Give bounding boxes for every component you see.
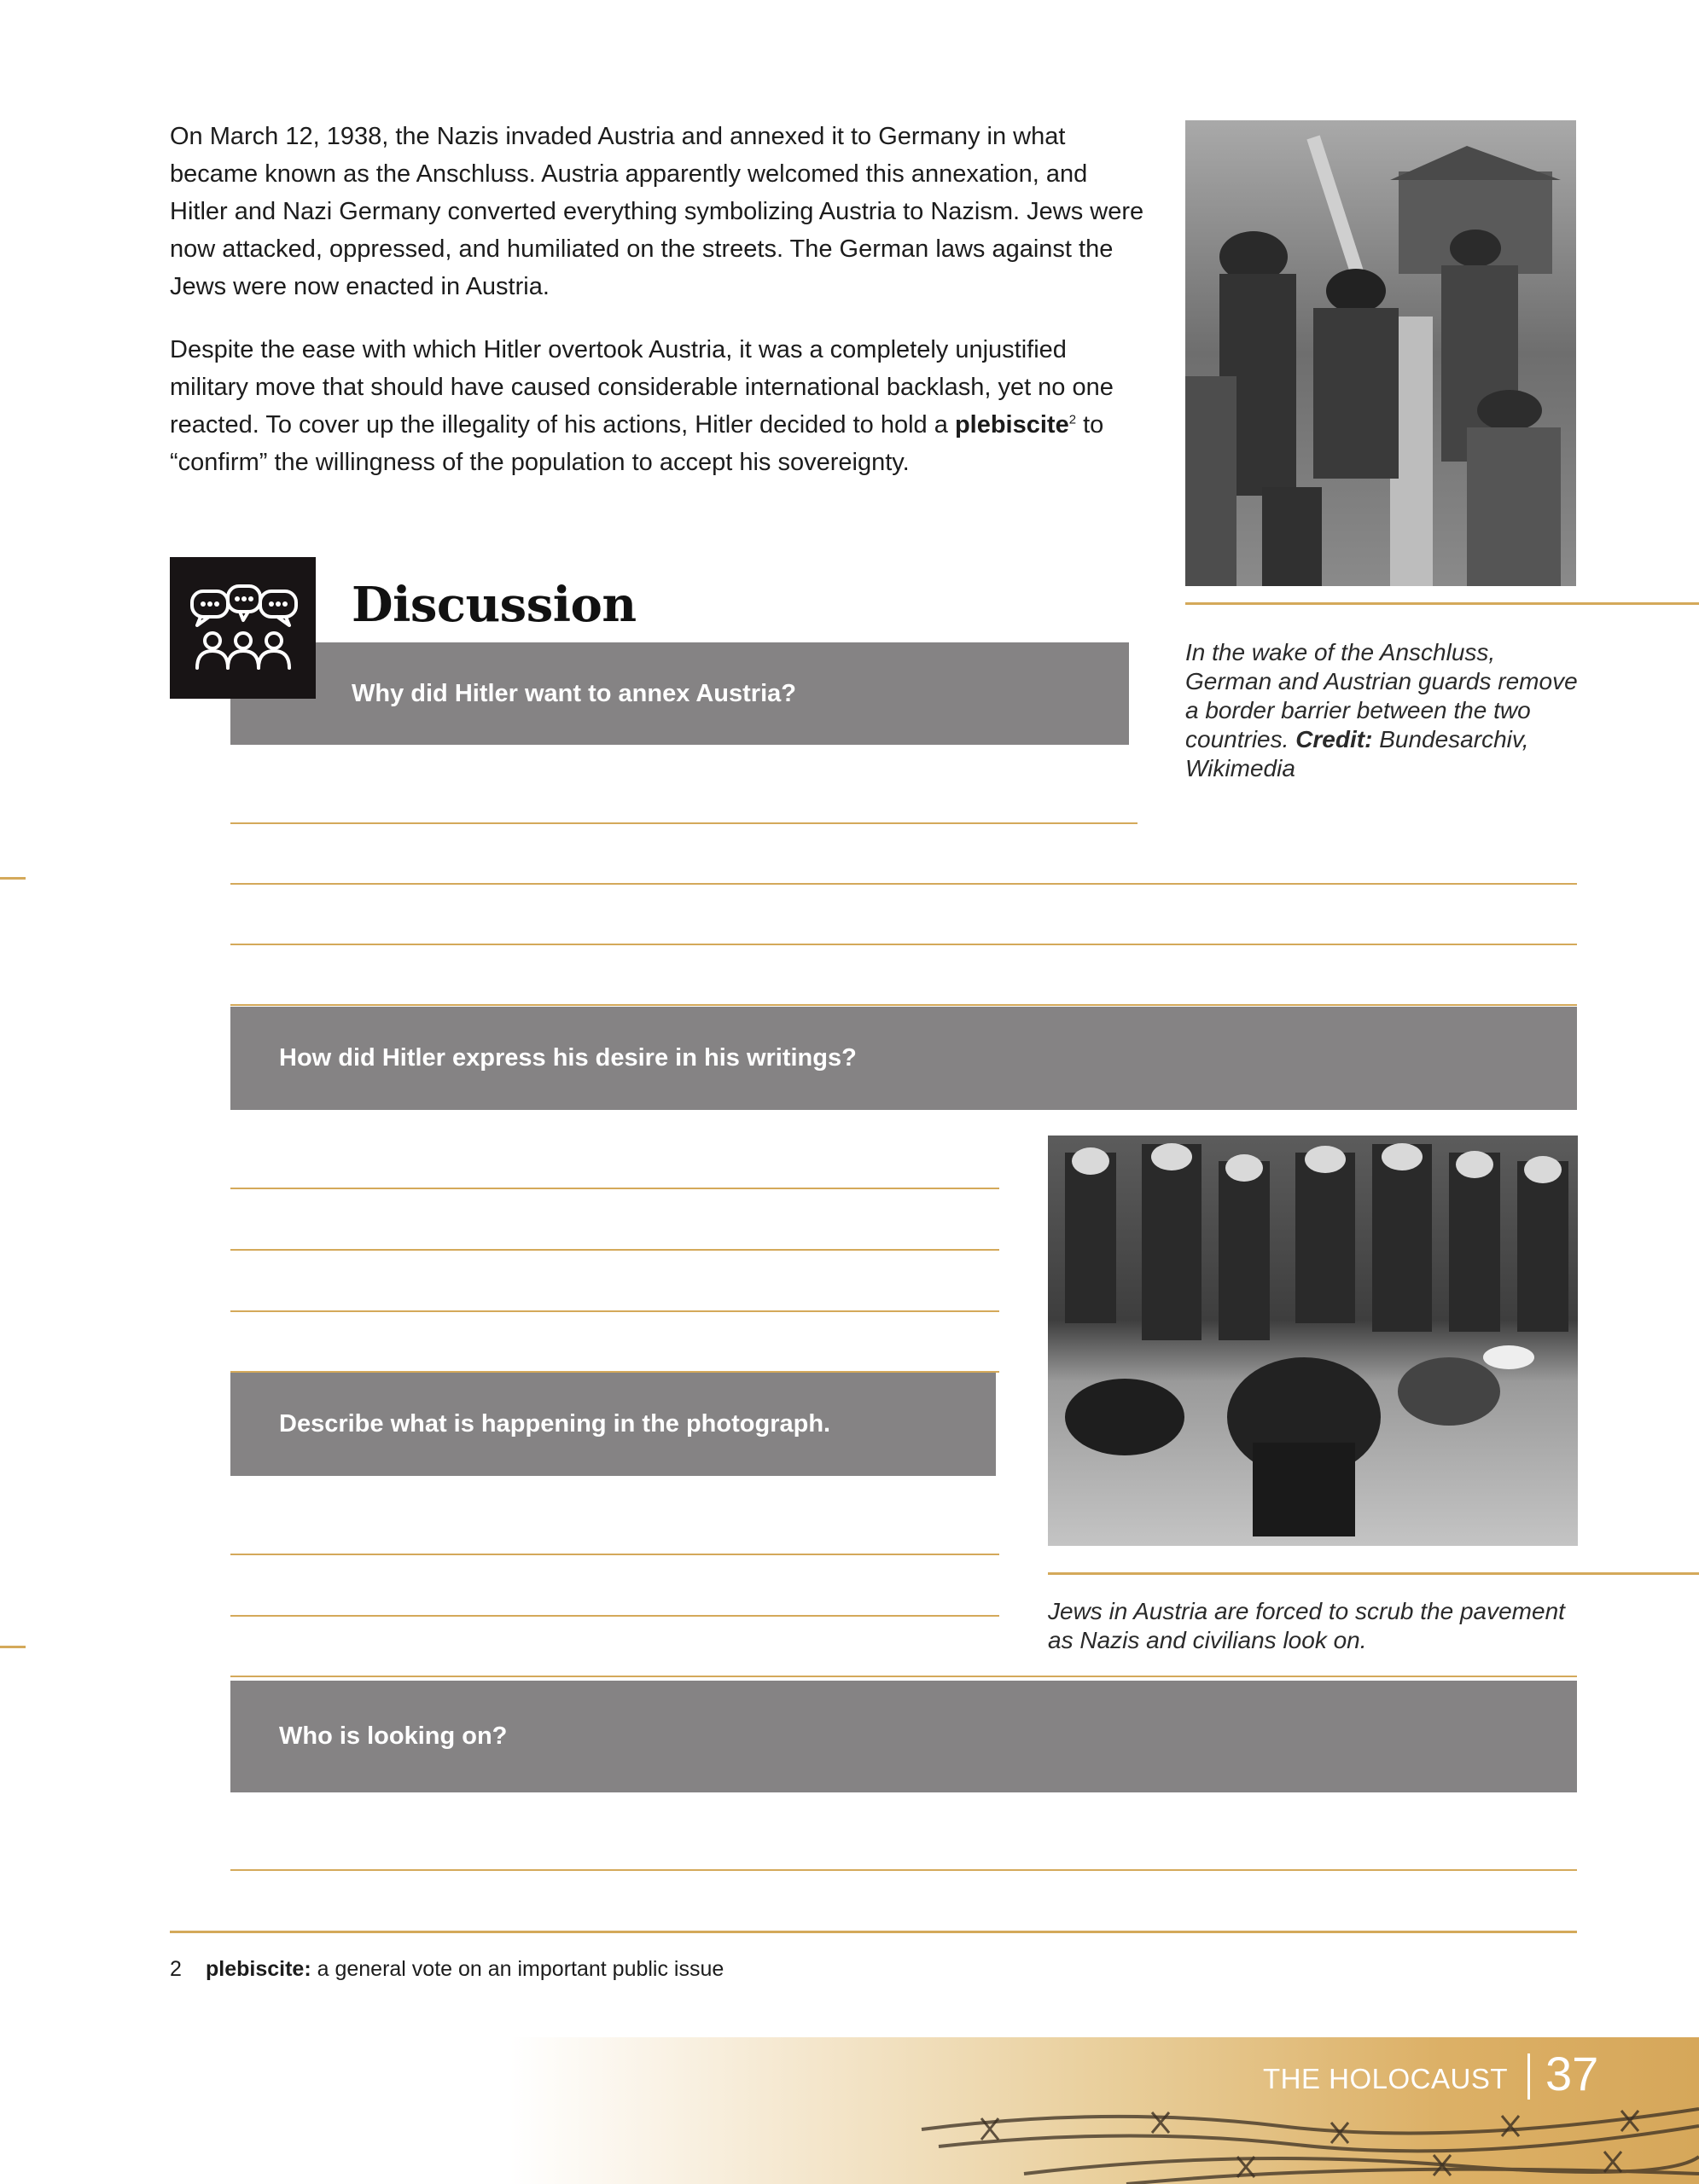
page-number: 37 <box>1545 2047 1599 2100</box>
glossary-term-plebiscite: plebiscite <box>954 411 1069 439</box>
photo2-caption-rule <box>1048 1572 1699 1575</box>
answer-line <box>230 1676 1577 1677</box>
barbed-wire-graphic <box>0 2037 1699 2184</box>
question-4-bar <box>230 1681 1577 1792</box>
photo1-credit: Bundesarchiv, Wikimedia <box>1185 726 1529 781</box>
footnote-definition: a general vote on an important public issue <box>311 1957 724 1981</box>
answer-line <box>230 1249 999 1251</box>
footer-band <box>0 2037 1699 2184</box>
edge-tick-mark <box>0 877 26 880</box>
footer-book-title: THE HOLOCAUST <box>1262 2063 1508 2094</box>
answer-line <box>230 1615 999 1617</box>
question-3-text: Describe what is happening in the photograph. <box>279 1410 831 1438</box>
question-3-bar <box>230 1373 996 1476</box>
footer-divider <box>1527 2053 1530 2100</box>
answer-line <box>230 883 1577 885</box>
answer-line <box>230 1310 999 1312</box>
edge-tick-mark <box>0 1646 26 1648</box>
intro-paragraph-1: On March 12, 1938, the Nazis invaded Austria and annexed it to Germany in what became known as the Anschluss. Austria apparently welcomed this annexation, and Hitler and Nazi Germany converted everything symbolizing Austria to Nazism. Jews were now attacked, oppressed, and humiliated on the streets. The German laws against the Jews were now enacted in Austria. <box>170 123 1144 300</box>
question-1-text: Why did Hitler want to annex Austria? <box>352 679 796 707</box>
question-2-text: How did Hitler express his desire in his writings? <box>279 1044 857 1072</box>
question-4-text: Who is looking on? <box>279 1722 508 1750</box>
answer-line <box>230 944 1577 945</box>
intro-paragraph-2-text-a: Despite the ease with which Hitler overtook Austria, it was a completely unjustified military move that should have caused considerable international backlash, yet no one reacted. To cover up the illegality of his actions, Hitler decided to hold a <box>170 336 1114 439</box>
photo1-caption-text: In the wake of the Anschluss, German and Austrian guards remove a border barrier between the two countries. <box>1185 639 1578 752</box>
discussion-group-icon <box>170 557 316 699</box>
photo1-caption-rule <box>1185 602 1699 605</box>
answer-line <box>230 1554 999 1555</box>
intro-paragraph-2-text-b: to “confirm” the willingness of the population to accept his sovereignty. <box>170 411 1104 476</box>
photo1-credit-label: Credit: <box>1295 726 1373 752</box>
question-2-bar <box>230 1007 1577 1110</box>
answer-line <box>230 1188 999 1189</box>
pavement-scrubbing-photo <box>1048 1136 1578 1546</box>
discussion-heading: Discussion <box>352 577 637 633</box>
answer-line <box>230 822 1138 824</box>
intro-paragraph-2 <box>170 331 1147 481</box>
photo2-caption: Jews in Austria are forced to scrub the pavement as Nazis and civilians look on. <box>1048 1598 1565 1653</box>
footnote-reference: 2 <box>1068 412 1077 427</box>
answer-line <box>230 1869 1577 1871</box>
photo1-caption <box>1185 638 1578 783</box>
footnote <box>170 1957 724 1982</box>
border-barrier-photo <box>1185 120 1576 586</box>
answer-line <box>230 1004 1577 1006</box>
footnote-term: plebiscite: <box>206 1957 311 1981</box>
footnote-number: 2 <box>170 1957 182 1981</box>
question-1-bar <box>230 642 1129 745</box>
footnote-rule <box>170 1931 1577 1933</box>
